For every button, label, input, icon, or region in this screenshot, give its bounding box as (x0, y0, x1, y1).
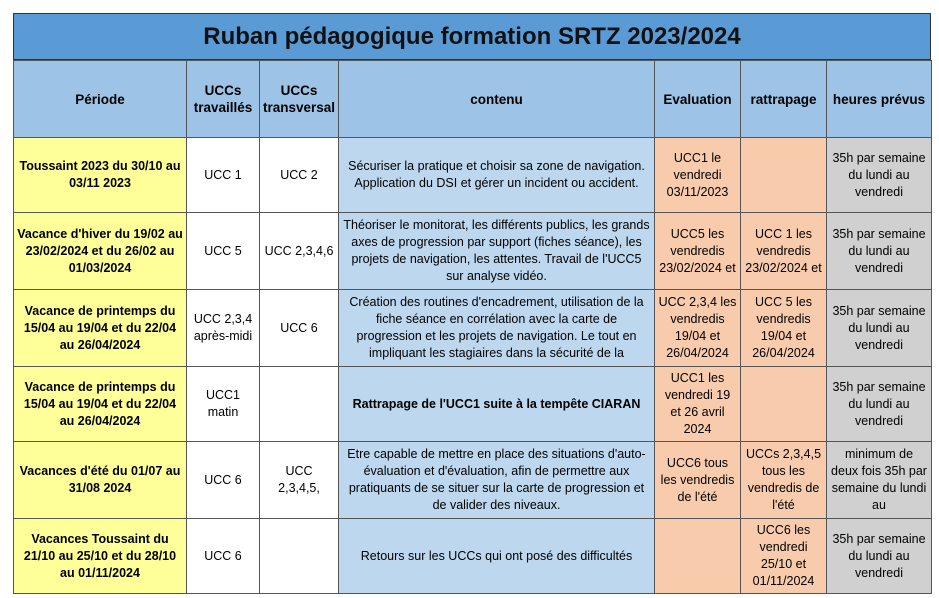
planning-table (13, 60, 932, 594)
cell-contenu: Retours sur les UCCs qui ont posé des difficultés (339, 519, 655, 594)
cell-periode: Vacances d'été du 01/07 au 31/08 2024 (14, 442, 187, 519)
cell-ucc-transversal: UCC 6 (260, 290, 339, 367)
spreadsheet (13, 13, 931, 593)
cell-rattrapage: UCC6 les vendredi 25/10 et 01/11/2024 (741, 519, 827, 594)
header-rattrapage: rattrapage (741, 61, 827, 138)
cell-ucc-transversal (260, 367, 339, 442)
table-row (14, 519, 932, 594)
header-ucc-transversal: UCCs transversal (260, 61, 339, 138)
cell-contenu: Sécuriser la pratique et choisir sa zone de navigation. Application du DSI et gérer un incident ou accident. (339, 138, 655, 213)
cell-contenu: Création des routines d'encadrement, utilisation de la fiche séance en corrélation avec la carte de progression et les projets de navigation. Le tout en impliquant les stagiaires dans la sécurité de la (339, 290, 655, 367)
cell-heures: 35h par semaine du lundi au vendredi (827, 213, 932, 290)
table-row (14, 367, 932, 442)
cell-heures: minimum de deux fois 35h par semaine du lundi au (827, 442, 932, 519)
cell-evaluation: UCC5 les vendredis 23/02/2024 et (655, 213, 741, 290)
header-contenu: contenu (339, 61, 655, 138)
cell-ucc-travailles: UCC 1 (187, 138, 260, 213)
cell-contenu: Etre capable de mettre en place des situations d'auto-évaluation et d'évaluation, afin de permettre aux pratiquants de se situer sur la carte de progression et de valider des niveaux. (339, 442, 655, 519)
cell-ucc-travailles: UCC1 matin (187, 367, 260, 442)
cell-heures: 35h par semaine du lundi au vendredi (827, 138, 932, 213)
cell-periode: Vacance de printemps du 15/04 au 19/04 et du 22/04 au 26/04/2024 (14, 290, 187, 367)
cell-ucc-travailles: UCC 6 (187, 519, 260, 594)
cell-evaluation: UCC6 tous les vendredis de l'été (655, 442, 741, 519)
cell-ucc-transversal (260, 519, 339, 594)
cell-ucc-transversal: UCC 2 (260, 138, 339, 213)
cell-periode: Vacance d'hiver du 19/02 au 23/02/2024 et du 26/02 au 01/03/2024 (14, 213, 187, 290)
header-periode: Période (14, 61, 187, 138)
table-row (14, 213, 932, 290)
cell-periode: Vacance de printemps du 15/04 au 19/04 et du 22/04 au 26/04/2024 (14, 367, 187, 442)
cell-rattrapage: UCC 5 les vendredis 19/04 et 26/04/2024 (741, 290, 827, 367)
cell-rattrapage: UCCs 2,3,4,5 tous les vendredis de l'été (741, 442, 827, 519)
table-row (14, 290, 932, 367)
cell-heures: 35h par semaine du lundi au vendredi (827, 367, 932, 442)
cell-evaluation: UCC1 les vendredi 19 et 26 avril 2024 (655, 367, 741, 442)
cell-ucc-travailles: UCC 2,3,4 après-midi (187, 290, 260, 367)
header-heures: heures prévus (827, 61, 932, 138)
table-row (14, 138, 932, 213)
cell-ucc-travailles: UCC 6 (187, 442, 260, 519)
table-row (14, 442, 932, 519)
cell-heures: 35h par semaine du lundi au vendredi (827, 290, 932, 367)
page-title: Ruban pédagogique formation SRTZ 2023/2024 (13, 13, 931, 60)
cell-rattrapage (741, 138, 827, 213)
header-ucc-travailles: UCCs travaillés (187, 61, 260, 138)
cell-evaluation (655, 519, 741, 594)
cell-ucc-transversal: UCC 2,3,4,6 (260, 213, 339, 290)
cell-evaluation: UCC1 le vendredi 03/11/2023 (655, 138, 741, 213)
cell-periode: Toussaint 2023 du 30/10 au 03/11 2023 (14, 138, 187, 213)
cell-ucc-transversal: UCC 2,3,4,5, (260, 442, 339, 519)
cell-periode: Vacances Toussaint du 21/10 au 25/10 et du 28/10 au 01/11/2024 (14, 519, 187, 594)
cell-contenu: Rattrapage de l'UCC1 suite à la tempête CIARAN (339, 367, 655, 442)
header-row (14, 61, 932, 138)
cell-rattrapage: UCC 1 les vendredis 23/02/2024 et (741, 213, 827, 290)
cell-rattrapage (741, 367, 827, 442)
cell-ucc-travailles: UCC 5 (187, 213, 260, 290)
header-evaluation: Evaluation (655, 61, 741, 138)
cell-evaluation: UCC 2,3,4 les vendredis 19/04 et 26/04/2024 (655, 290, 741, 367)
cell-contenu: Théoriser le monitorat, les différents publics, les grands axes de progression par support (fiches séance), les projets de navigation, les attentes. Travail de l'UCC5 sur analyse vidéo. (339, 213, 655, 290)
cell-heures: 35h par semaine du lundi au vendredi (827, 519, 932, 594)
